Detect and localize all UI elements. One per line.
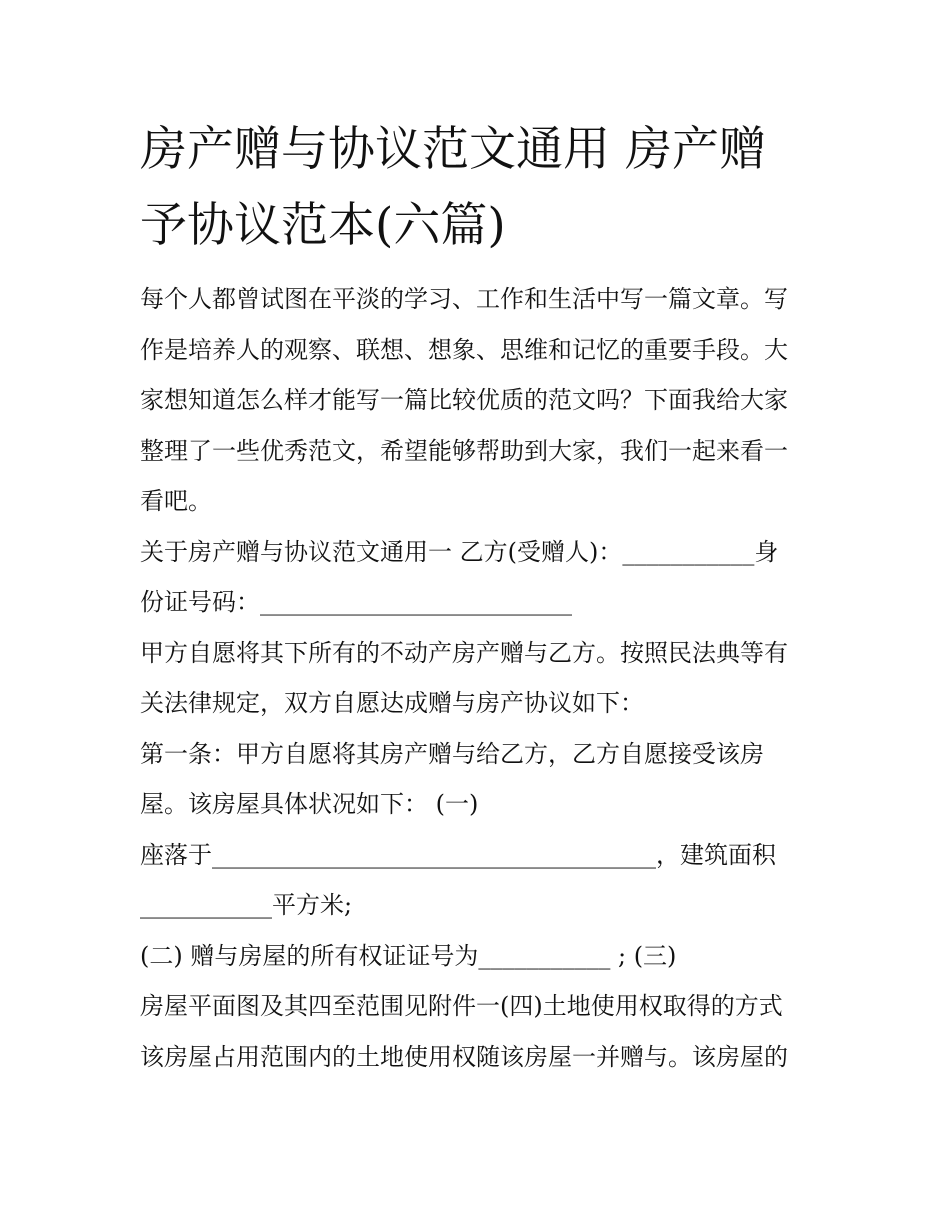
body-line-15: 房屋平面图及其四至范围见附件一(四)土地使用权取得的方式 [140, 992, 783, 1020]
document-body [140, 274, 820, 1082]
body-line-9: 关法律规定，双方自愿达成赠与房产协议如下： [140, 689, 644, 717]
body-line-13: ___________平方米; [140, 891, 353, 919]
body-line-10: 第一条：甲方自愿将其房产赠与给乙方，乙方自愿接受该房 [140, 739, 764, 768]
body-line-16: 该房屋占用范围内的土地使用权随该房屋一并赠与。该房屋的 [140, 1042, 788, 1071]
document-page [140, 112, 820, 1082]
title-line-1: 房产赠与协议范文通用 房产赠 [140, 122, 766, 177]
body-line-7: 份证号码：__________________________ [140, 588, 572, 616]
body-line-2: 作是培养人的观察、联想、想象、思维和记忆的重要手段。大 [140, 335, 788, 364]
document-title [140, 112, 820, 264]
body-line-1: 每个人都曾试图在平淡的学习、工作和生活中写一篇文章。写 [140, 285, 788, 313]
body-line-3: 家想知道怎么样才能写一篇比较优质的范文吗？下面我给大家 [140, 386, 788, 414]
body-line-12: 座落于_____________________________________，建筑面积 [140, 840, 776, 869]
title-line-2: 予协议范本(六篇) [140, 198, 506, 253]
body-line-8: 甲方自愿将其下所有的不动产房产赠与乙方。按照民法典等有 [140, 638, 788, 667]
body-line-4: 整理了一些优秀范文，希望能够帮助到大家，我们一起来看一 [140, 436, 788, 465]
body-line-6: 关于房产赠与协议范文通用一 乙方(受赠人)：___________身 [140, 537, 779, 566]
body-line-11: 屋。该房屋具体状况如下： (一) [140, 790, 479, 818]
body-line-5: 看吧。 [140, 487, 212, 515]
body-line-14: (二) 赠与房屋的所有权证证号为___________ ; (三) [140, 941, 677, 970]
